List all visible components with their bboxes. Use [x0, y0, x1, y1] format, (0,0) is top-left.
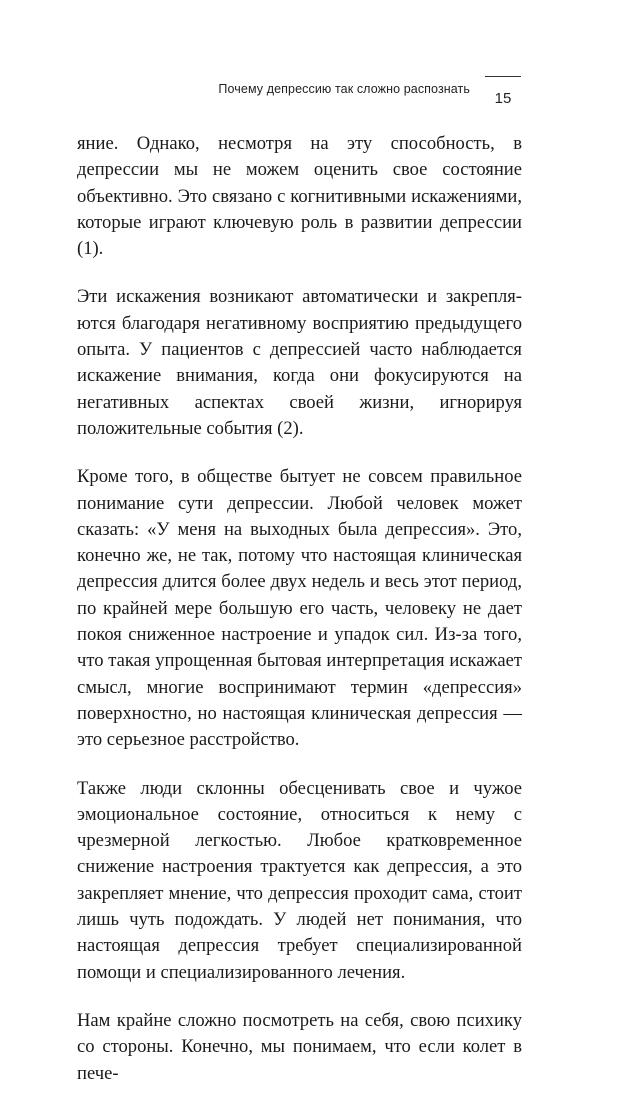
paragraph: Нам крайне сложно посмотреть на себя, свою психику со стороны. Конечно, мы понимаем, что если колет в пече- [77, 1009, 522, 1084]
paragraph: Эти искажения возникают автоматически и закрепляются благодаря негативному восприятию предыдущего опыта. У пациентов с депрессией часто наблюдается искажение внимания, когда они фокусируются на негативных аспектах своей жизни, игнорируя положительные события (2). [77, 286, 522, 439]
paragraph: Также люди склонны обесценивать свое и чужое эмоциональное состояние, относиться к нему с чрезмерной легкостью. Любое кратковременное снижение настроения трактуется как депрессия, а это закрепляет мнение, что депрессия проходит сама, стоит лишь чуть подождать. У людей нет понимания, что настоящая депрессия требует специализированной помощи и специализированного лечения. [77, 777, 522, 983]
running-head-title: Почему депрессию так сложно распознать [218, 82, 470, 96]
paragraph: яние. Однако, несмотря на эту способность, в депрессии мы не можем оценить свое состояние объективно. Это связано с когнитивными искажениями, которые играют ключевую роль в развитии депрессии (1). [77, 133, 522, 260]
body-text [77, 131, 522, 1109]
page-number: 15 [494, 90, 512, 107]
page-number-rule [485, 76, 521, 77]
paragraph: Кроме того, в обществе бытует не совсем правильное понимание сути депрессии. Любой человек может сказать: «У меня на выходных была депрессия». Это, конечно же, не так, потому что настоящая клиническая депрессия длится более двух недель и весь этот период, по крайней мере большую его часть, человеку не дает покоя сниженное настроение и упадок сил. Из-за того, что такая упрощенная бытовая интерпретация искажает смысл, многие воспринимают термин «депрессия» поверхностно, но настоящая клиническая депрессия — это серьезное расстройство. [77, 466, 522, 751]
